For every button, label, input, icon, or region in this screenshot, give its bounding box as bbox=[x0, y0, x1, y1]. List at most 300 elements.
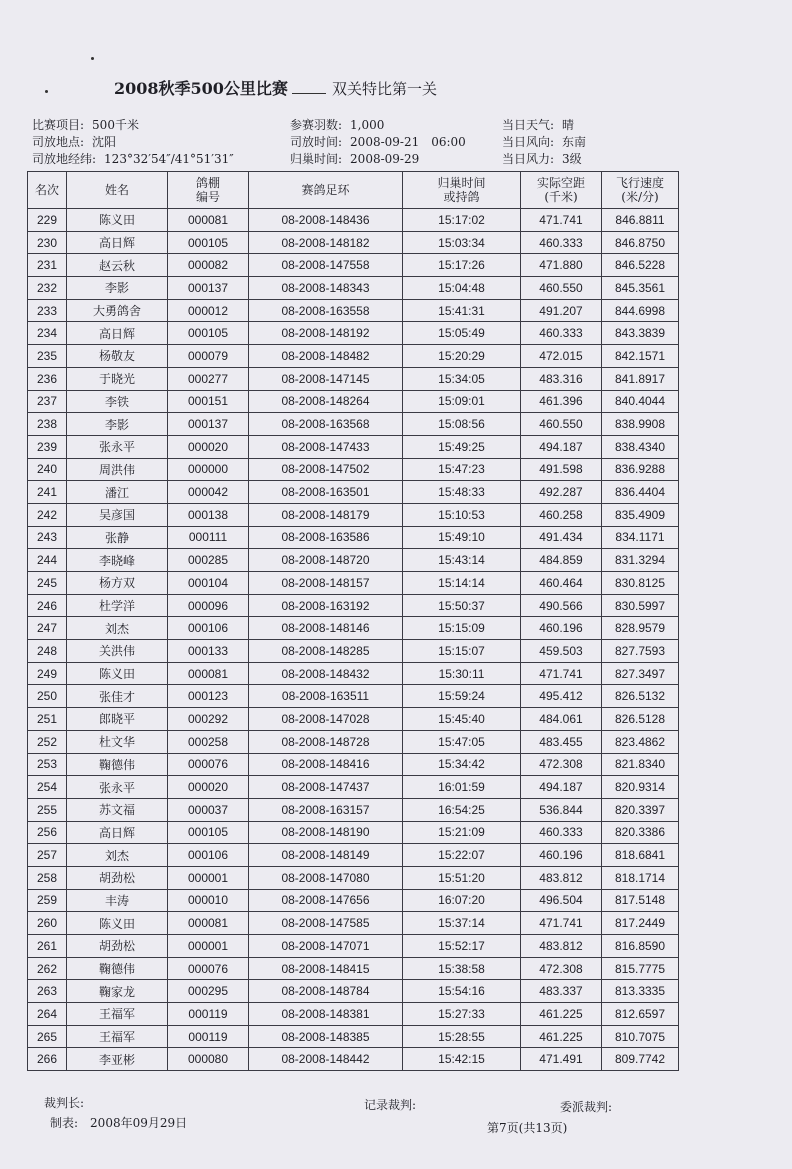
name-cell: 关洪伟 bbox=[67, 640, 168, 663]
name-cell: 张永平 bbox=[67, 435, 168, 458]
name-cell: 高日辉 bbox=[67, 231, 168, 254]
header-distance: 实际空距 (千米) bbox=[521, 172, 602, 209]
distance-cell: 484.859 bbox=[521, 549, 602, 572]
loft-cell: 000001 bbox=[168, 935, 249, 958]
prepared-date: 制表: 2008年09月29日 bbox=[50, 1116, 188, 1130]
distance-cell: 472.308 bbox=[521, 753, 602, 776]
loft-cell: 000081 bbox=[168, 662, 249, 685]
loft-cell: 000081 bbox=[168, 209, 249, 232]
table-row bbox=[28, 458, 679, 481]
loft-cell: 000020 bbox=[168, 435, 249, 458]
ring-cell: 08-2008-147028 bbox=[249, 708, 403, 731]
table-header-row bbox=[28, 172, 679, 209]
name-cell: 李晓峰 bbox=[67, 549, 168, 572]
time-cell: 15:54:16 bbox=[403, 980, 521, 1003]
wind-force-info: 当日风力: 3级 bbox=[502, 152, 582, 166]
name-cell: 陈义田 bbox=[67, 912, 168, 935]
speed-cell: 835.4909 bbox=[602, 503, 679, 526]
ring-cell: 08-2008-163586 bbox=[249, 526, 403, 549]
speed-cell: 844.6998 bbox=[602, 299, 679, 322]
distance-cell: 494.187 bbox=[521, 776, 602, 799]
header-rank: 名次 bbox=[28, 172, 67, 209]
chief-referee-label: 裁判长: bbox=[44, 1096, 85, 1110]
rank-cell: 251 bbox=[28, 708, 67, 731]
header-speed: 飞行速度 (米/分) bbox=[602, 172, 679, 209]
speed-cell: 831.3294 bbox=[602, 549, 679, 572]
time-cell: 15:09:01 bbox=[403, 390, 521, 413]
speed-cell: 836.4404 bbox=[602, 481, 679, 504]
rank-cell: 262 bbox=[28, 957, 67, 980]
table-row bbox=[28, 1025, 679, 1048]
time-cell: 15:17:02 bbox=[403, 209, 521, 232]
rank-cell: 230 bbox=[28, 231, 67, 254]
rank-cell: 244 bbox=[28, 549, 67, 572]
ring-cell: 08-2008-148784 bbox=[249, 980, 403, 1003]
rank-cell: 255 bbox=[28, 798, 67, 821]
table-row bbox=[28, 435, 679, 458]
name-cell: 于晓光 bbox=[67, 367, 168, 390]
distance-cell: 483.455 bbox=[521, 730, 602, 753]
decorative-dot bbox=[45, 90, 48, 93]
loft-cell: 000105 bbox=[168, 322, 249, 345]
ring-cell: 08-2008-148436 bbox=[249, 209, 403, 232]
rank-cell: 234 bbox=[28, 322, 67, 345]
loft-cell: 000076 bbox=[168, 753, 249, 776]
speed-cell: 817.5148 bbox=[602, 889, 679, 912]
name-cell: 吴彦国 bbox=[67, 503, 168, 526]
weather-info: 当日天气: 晴 bbox=[502, 118, 575, 132]
ring-cell: 08-2008-148190 bbox=[249, 821, 403, 844]
time-cell: 15:42:15 bbox=[403, 1048, 521, 1071]
distance-cell: 460.196 bbox=[521, 617, 602, 640]
speed-cell: 843.3839 bbox=[602, 322, 679, 345]
speed-cell: 820.9314 bbox=[602, 776, 679, 799]
loft-cell: 000106 bbox=[168, 617, 249, 640]
time-cell: 16:07:20 bbox=[403, 889, 521, 912]
decorative-dot bbox=[91, 57, 94, 60]
table-row bbox=[28, 1048, 679, 1071]
speed-cell: 827.7593 bbox=[602, 640, 679, 663]
ring-cell: 08-2008-148442 bbox=[249, 1048, 403, 1071]
time-cell: 15:15:07 bbox=[403, 640, 521, 663]
results-table-body bbox=[28, 209, 679, 1071]
results-table bbox=[27, 171, 679, 1071]
loft-cell: 000106 bbox=[168, 844, 249, 867]
recording-referee-label: 记录裁判: bbox=[364, 1098, 417, 1112]
distance-cell: 459.503 bbox=[521, 640, 602, 663]
ring-cell: 08-2008-148381 bbox=[249, 1003, 403, 1026]
time-cell: 15:50:37 bbox=[403, 594, 521, 617]
release-place-info: 司放地点: 沈阳 bbox=[32, 135, 117, 149]
distance-cell: 460.333 bbox=[521, 821, 602, 844]
table-row bbox=[28, 503, 679, 526]
ring-cell: 08-2008-148385 bbox=[249, 1025, 403, 1048]
release-coords-info: 司放地经纬: 123°32′54″/41°51′31″ bbox=[32, 152, 234, 166]
rank-cell: 263 bbox=[28, 980, 67, 1003]
rank-cell: 235 bbox=[28, 345, 67, 368]
rank-cell: 257 bbox=[28, 844, 67, 867]
table-row bbox=[28, 231, 679, 254]
loft-cell: 000137 bbox=[168, 413, 249, 436]
ring-cell: 08-2008-148415 bbox=[249, 957, 403, 980]
loft-cell: 000012 bbox=[168, 299, 249, 322]
rank-cell: 231 bbox=[28, 254, 67, 277]
loft-cell: 000080 bbox=[168, 1048, 249, 1071]
table-row bbox=[28, 1003, 679, 1026]
time-cell: 15:49:10 bbox=[403, 526, 521, 549]
distance-cell: 461.225 bbox=[521, 1003, 602, 1026]
distance-cell: 471.741 bbox=[521, 912, 602, 935]
ring-cell: 08-2008-148720 bbox=[249, 549, 403, 572]
rank-cell: 229 bbox=[28, 209, 67, 232]
rank-cell: 247 bbox=[28, 617, 67, 640]
ring-cell: 08-2008-148416 bbox=[249, 753, 403, 776]
time-cell: 15:51:20 bbox=[403, 866, 521, 889]
table-row bbox=[28, 594, 679, 617]
rank-cell: 265 bbox=[28, 1025, 67, 1048]
table-row bbox=[28, 549, 679, 572]
speed-cell: 830.8125 bbox=[602, 572, 679, 595]
distance-cell: 484.061 bbox=[521, 708, 602, 731]
table-row bbox=[28, 662, 679, 685]
distance-cell: 460.196 bbox=[521, 844, 602, 867]
loft-cell: 000111 bbox=[168, 526, 249, 549]
rank-cell: 243 bbox=[28, 526, 67, 549]
table-row bbox=[28, 209, 679, 232]
ring-cell: 08-2008-148146 bbox=[249, 617, 403, 640]
time-cell: 15:43:14 bbox=[403, 549, 521, 572]
ring-cell: 08-2008-148179 bbox=[249, 503, 403, 526]
rank-cell: 249 bbox=[28, 662, 67, 685]
distance-cell: 483.337 bbox=[521, 980, 602, 1003]
table-row bbox=[28, 776, 679, 799]
wind-direction-info: 当日风向: 东南 bbox=[502, 135, 587, 149]
speed-cell: 838.9908 bbox=[602, 413, 679, 436]
speed-cell: 821.8340 bbox=[602, 753, 679, 776]
speed-cell: 841.8917 bbox=[602, 367, 679, 390]
time-cell: 15:45:40 bbox=[403, 708, 521, 731]
name-cell: 王福军 bbox=[67, 1003, 168, 1026]
ring-cell: 08-2008-148182 bbox=[249, 231, 403, 254]
name-cell: 大勇鸽舍 bbox=[67, 299, 168, 322]
table-row bbox=[28, 322, 679, 345]
table-row bbox=[28, 685, 679, 708]
distance-cell: 460.550 bbox=[521, 413, 602, 436]
rank-cell: 264 bbox=[28, 1003, 67, 1026]
speed-cell: 826.5128 bbox=[602, 708, 679, 731]
header-time: 归巢时间 或持鸽 bbox=[403, 172, 521, 209]
ring-cell: 08-2008-147558 bbox=[249, 254, 403, 277]
speed-cell: 830.5997 bbox=[602, 594, 679, 617]
table-row bbox=[28, 844, 679, 867]
speed-cell: 840.4044 bbox=[602, 390, 679, 413]
table-row bbox=[28, 798, 679, 821]
loft-cell: 000079 bbox=[168, 345, 249, 368]
distance-cell: 491.207 bbox=[521, 299, 602, 322]
name-cell: 胡劲松 bbox=[67, 935, 168, 958]
rank-cell: 260 bbox=[28, 912, 67, 935]
distance-cell: 461.396 bbox=[521, 390, 602, 413]
name-cell: 苏文福 bbox=[67, 798, 168, 821]
name-cell: 陈义田 bbox=[67, 209, 168, 232]
name-cell: 丰涛 bbox=[67, 889, 168, 912]
ring-cell: 08-2008-148343 bbox=[249, 277, 403, 300]
table-row bbox=[28, 640, 679, 663]
name-cell: 高日辉 bbox=[67, 322, 168, 345]
ring-cell: 08-2008-148285 bbox=[249, 640, 403, 663]
name-cell: 赵云秋 bbox=[67, 254, 168, 277]
name-cell: 张静 bbox=[67, 526, 168, 549]
speed-cell: 845.3561 bbox=[602, 277, 679, 300]
name-cell: 潘江 bbox=[67, 481, 168, 504]
loft-cell: 000096 bbox=[168, 594, 249, 617]
distance-cell: 472.308 bbox=[521, 957, 602, 980]
time-cell: 15:10:53 bbox=[403, 503, 521, 526]
table-row bbox=[28, 889, 679, 912]
ring-cell: 08-2008-147585 bbox=[249, 912, 403, 935]
rank-cell: 238 bbox=[28, 413, 67, 436]
ring-cell: 08-2008-147145 bbox=[249, 367, 403, 390]
table-row bbox=[28, 821, 679, 844]
ring-cell: 08-2008-148728 bbox=[249, 730, 403, 753]
rank-cell: 256 bbox=[28, 821, 67, 844]
table-row bbox=[28, 299, 679, 322]
name-cell: 陈义田 bbox=[67, 662, 168, 685]
assigned-referee-label: 委派裁判: bbox=[560, 1100, 613, 1114]
name-cell: 杜学洋 bbox=[67, 594, 168, 617]
distance-cell: 491.598 bbox=[521, 458, 602, 481]
time-cell: 15:20:29 bbox=[403, 345, 521, 368]
table-row bbox=[28, 390, 679, 413]
entries-info: 参赛羽数: 1,000 bbox=[290, 118, 385, 132]
time-cell: 15:59:24 bbox=[403, 685, 521, 708]
speed-cell: 828.9579 bbox=[602, 617, 679, 640]
time-cell: 15:52:17 bbox=[403, 935, 521, 958]
name-cell: 李影 bbox=[67, 413, 168, 436]
distance-cell: 471.880 bbox=[521, 254, 602, 277]
table-row bbox=[28, 254, 679, 277]
rank-cell: 248 bbox=[28, 640, 67, 663]
name-cell: 李亚彬 bbox=[67, 1048, 168, 1071]
header-ring: 赛鸽足环 bbox=[249, 172, 403, 209]
loft-cell: 000042 bbox=[168, 481, 249, 504]
loft-cell: 000000 bbox=[168, 458, 249, 481]
rank-cell: 237 bbox=[28, 390, 67, 413]
distance-cell: 495.412 bbox=[521, 685, 602, 708]
loft-cell: 000133 bbox=[168, 640, 249, 663]
table-row bbox=[28, 708, 679, 731]
speed-cell: 815.7775 bbox=[602, 957, 679, 980]
time-cell: 15:14:14 bbox=[403, 572, 521, 595]
loft-cell: 000105 bbox=[168, 821, 249, 844]
table-row bbox=[28, 912, 679, 935]
title-separator bbox=[292, 81, 326, 94]
table-row bbox=[28, 345, 679, 368]
loft-cell: 000137 bbox=[168, 277, 249, 300]
loft-cell: 000105 bbox=[168, 231, 249, 254]
time-cell: 15:49:25 bbox=[403, 435, 521, 458]
table-row bbox=[28, 277, 679, 300]
rank-cell: 232 bbox=[28, 277, 67, 300]
distance-cell: 494.187 bbox=[521, 435, 602, 458]
speed-cell: 812.6597 bbox=[602, 1003, 679, 1026]
loft-cell: 000001 bbox=[168, 866, 249, 889]
distance-cell: 491.434 bbox=[521, 526, 602, 549]
ring-cell: 08-2008-147433 bbox=[249, 435, 403, 458]
ring-cell: 08-2008-163501 bbox=[249, 481, 403, 504]
release-time-info: 司放时间: 2008-09-21 06:00 bbox=[290, 135, 466, 149]
ring-cell: 08-2008-148149 bbox=[249, 844, 403, 867]
time-cell: 15:04:48 bbox=[403, 277, 521, 300]
loft-cell: 000010 bbox=[168, 889, 249, 912]
loft-cell: 000138 bbox=[168, 503, 249, 526]
speed-cell: 838.4340 bbox=[602, 435, 679, 458]
ring-cell: 08-2008-163568 bbox=[249, 413, 403, 436]
ring-cell: 08-2008-163157 bbox=[249, 798, 403, 821]
table-row bbox=[28, 526, 679, 549]
speed-cell: 836.9288 bbox=[602, 458, 679, 481]
speed-cell: 818.1714 bbox=[602, 866, 679, 889]
rank-cell: 241 bbox=[28, 481, 67, 504]
ring-cell: 08-2008-147437 bbox=[249, 776, 403, 799]
ring-cell: 08-2008-148157 bbox=[249, 572, 403, 595]
time-cell: 15:08:56 bbox=[403, 413, 521, 436]
rank-cell: 242 bbox=[28, 503, 67, 526]
distance-cell: 460.333 bbox=[521, 231, 602, 254]
loft-cell: 000285 bbox=[168, 549, 249, 572]
loft-cell: 000258 bbox=[168, 730, 249, 753]
rank-cell: 233 bbox=[28, 299, 67, 322]
rank-cell: 253 bbox=[28, 753, 67, 776]
ring-cell: 08-2008-147071 bbox=[249, 935, 403, 958]
ring-cell: 08-2008-147656 bbox=[249, 889, 403, 912]
name-cell: 高日辉 bbox=[67, 821, 168, 844]
return-time-info: 归巢时间: 2008-09-29 bbox=[290, 152, 420, 166]
time-cell: 15:34:42 bbox=[403, 753, 521, 776]
rank-cell: 261 bbox=[28, 935, 67, 958]
page-title bbox=[114, 76, 437, 99]
name-cell: 李铁 bbox=[67, 390, 168, 413]
time-cell: 15:05:49 bbox=[403, 322, 521, 345]
rank-cell: 252 bbox=[28, 730, 67, 753]
time-cell: 15:47:05 bbox=[403, 730, 521, 753]
time-cell: 15:37:14 bbox=[403, 912, 521, 935]
ring-cell: 08-2008-163558 bbox=[249, 299, 403, 322]
time-cell: 15:17:26 bbox=[403, 254, 521, 277]
speed-cell: 809.7742 bbox=[602, 1048, 679, 1071]
speed-cell: 820.3386 bbox=[602, 821, 679, 844]
ring-cell: 08-2008-147080 bbox=[249, 866, 403, 889]
title-main: 2008秋季500公里比赛 bbox=[114, 79, 288, 98]
loft-cell: 000020 bbox=[168, 776, 249, 799]
table-row bbox=[28, 617, 679, 640]
speed-cell: 820.3397 bbox=[602, 798, 679, 821]
rank-cell: 240 bbox=[28, 458, 67, 481]
ring-cell: 08-2008-163511 bbox=[249, 685, 403, 708]
distance-cell: 483.316 bbox=[521, 367, 602, 390]
time-cell: 15:48:33 bbox=[403, 481, 521, 504]
name-cell: 李影 bbox=[67, 277, 168, 300]
rank-cell: 254 bbox=[28, 776, 67, 799]
table-row bbox=[28, 572, 679, 595]
name-cell: 杨方双 bbox=[67, 572, 168, 595]
loft-cell: 000037 bbox=[168, 798, 249, 821]
distance-cell: 471.491 bbox=[521, 1048, 602, 1071]
table-row bbox=[28, 866, 679, 889]
speed-cell: 846.5228 bbox=[602, 254, 679, 277]
time-cell: 15:34:05 bbox=[403, 367, 521, 390]
ring-cell: 08-2008-148264 bbox=[249, 390, 403, 413]
ring-cell: 08-2008-148432 bbox=[249, 662, 403, 685]
loft-cell: 000082 bbox=[168, 254, 249, 277]
table-row bbox=[28, 413, 679, 436]
speed-cell: 826.5132 bbox=[602, 685, 679, 708]
rank-cell: 250 bbox=[28, 685, 67, 708]
time-cell: 15:41:31 bbox=[403, 299, 521, 322]
loft-cell: 000295 bbox=[168, 980, 249, 1003]
ring-cell: 08-2008-148482 bbox=[249, 345, 403, 368]
name-cell: 刘杰 bbox=[67, 844, 168, 867]
name-cell: 杜文华 bbox=[67, 730, 168, 753]
time-cell: 16:01:59 bbox=[403, 776, 521, 799]
distance-cell: 460.464 bbox=[521, 572, 602, 595]
race-item-info: 比赛项目: 500千米 bbox=[32, 118, 139, 132]
rank-cell: 259 bbox=[28, 889, 67, 912]
distance-cell: 483.812 bbox=[521, 935, 602, 958]
distance-cell: 460.333 bbox=[521, 322, 602, 345]
table-row bbox=[28, 730, 679, 753]
speed-cell: 813.3335 bbox=[602, 980, 679, 1003]
name-cell: 鞠德伟 bbox=[67, 753, 168, 776]
speed-cell: 816.8590 bbox=[602, 935, 679, 958]
table-row bbox=[28, 753, 679, 776]
loft-cell: 000081 bbox=[168, 912, 249, 935]
speed-cell: 823.4862 bbox=[602, 730, 679, 753]
name-cell: 王福军 bbox=[67, 1025, 168, 1048]
table-row bbox=[28, 367, 679, 390]
rank-cell: 246 bbox=[28, 594, 67, 617]
name-cell: 郎晓平 bbox=[67, 708, 168, 731]
distance-cell: 471.741 bbox=[521, 209, 602, 232]
loft-cell: 000277 bbox=[168, 367, 249, 390]
header-name: 姓名 bbox=[67, 172, 168, 209]
distance-cell: 460.550 bbox=[521, 277, 602, 300]
distance-cell: 461.225 bbox=[521, 1025, 602, 1048]
distance-cell: 471.741 bbox=[521, 662, 602, 685]
rank-cell: 258 bbox=[28, 866, 67, 889]
rank-cell: 266 bbox=[28, 1048, 67, 1071]
table-row bbox=[28, 957, 679, 980]
speed-cell: 810.7075 bbox=[602, 1025, 679, 1048]
time-cell: 16:54:25 bbox=[403, 798, 521, 821]
loft-cell: 000119 bbox=[168, 1025, 249, 1048]
distance-cell: 492.287 bbox=[521, 481, 602, 504]
speed-cell: 842.1571 bbox=[602, 345, 679, 368]
ring-cell: 08-2008-147502 bbox=[249, 458, 403, 481]
loft-cell: 000123 bbox=[168, 685, 249, 708]
distance-cell: 483.812 bbox=[521, 866, 602, 889]
distance-cell: 536.844 bbox=[521, 798, 602, 821]
distance-cell: 472.015 bbox=[521, 345, 602, 368]
rank-cell: 239 bbox=[28, 435, 67, 458]
time-cell: 15:47:23 bbox=[403, 458, 521, 481]
name-cell: 胡劲松 bbox=[67, 866, 168, 889]
time-cell: 15:21:09 bbox=[403, 821, 521, 844]
name-cell: 周洪伟 bbox=[67, 458, 168, 481]
time-cell: 15:28:55 bbox=[403, 1025, 521, 1048]
time-cell: 15:22:07 bbox=[403, 844, 521, 867]
speed-cell: 846.8750 bbox=[602, 231, 679, 254]
